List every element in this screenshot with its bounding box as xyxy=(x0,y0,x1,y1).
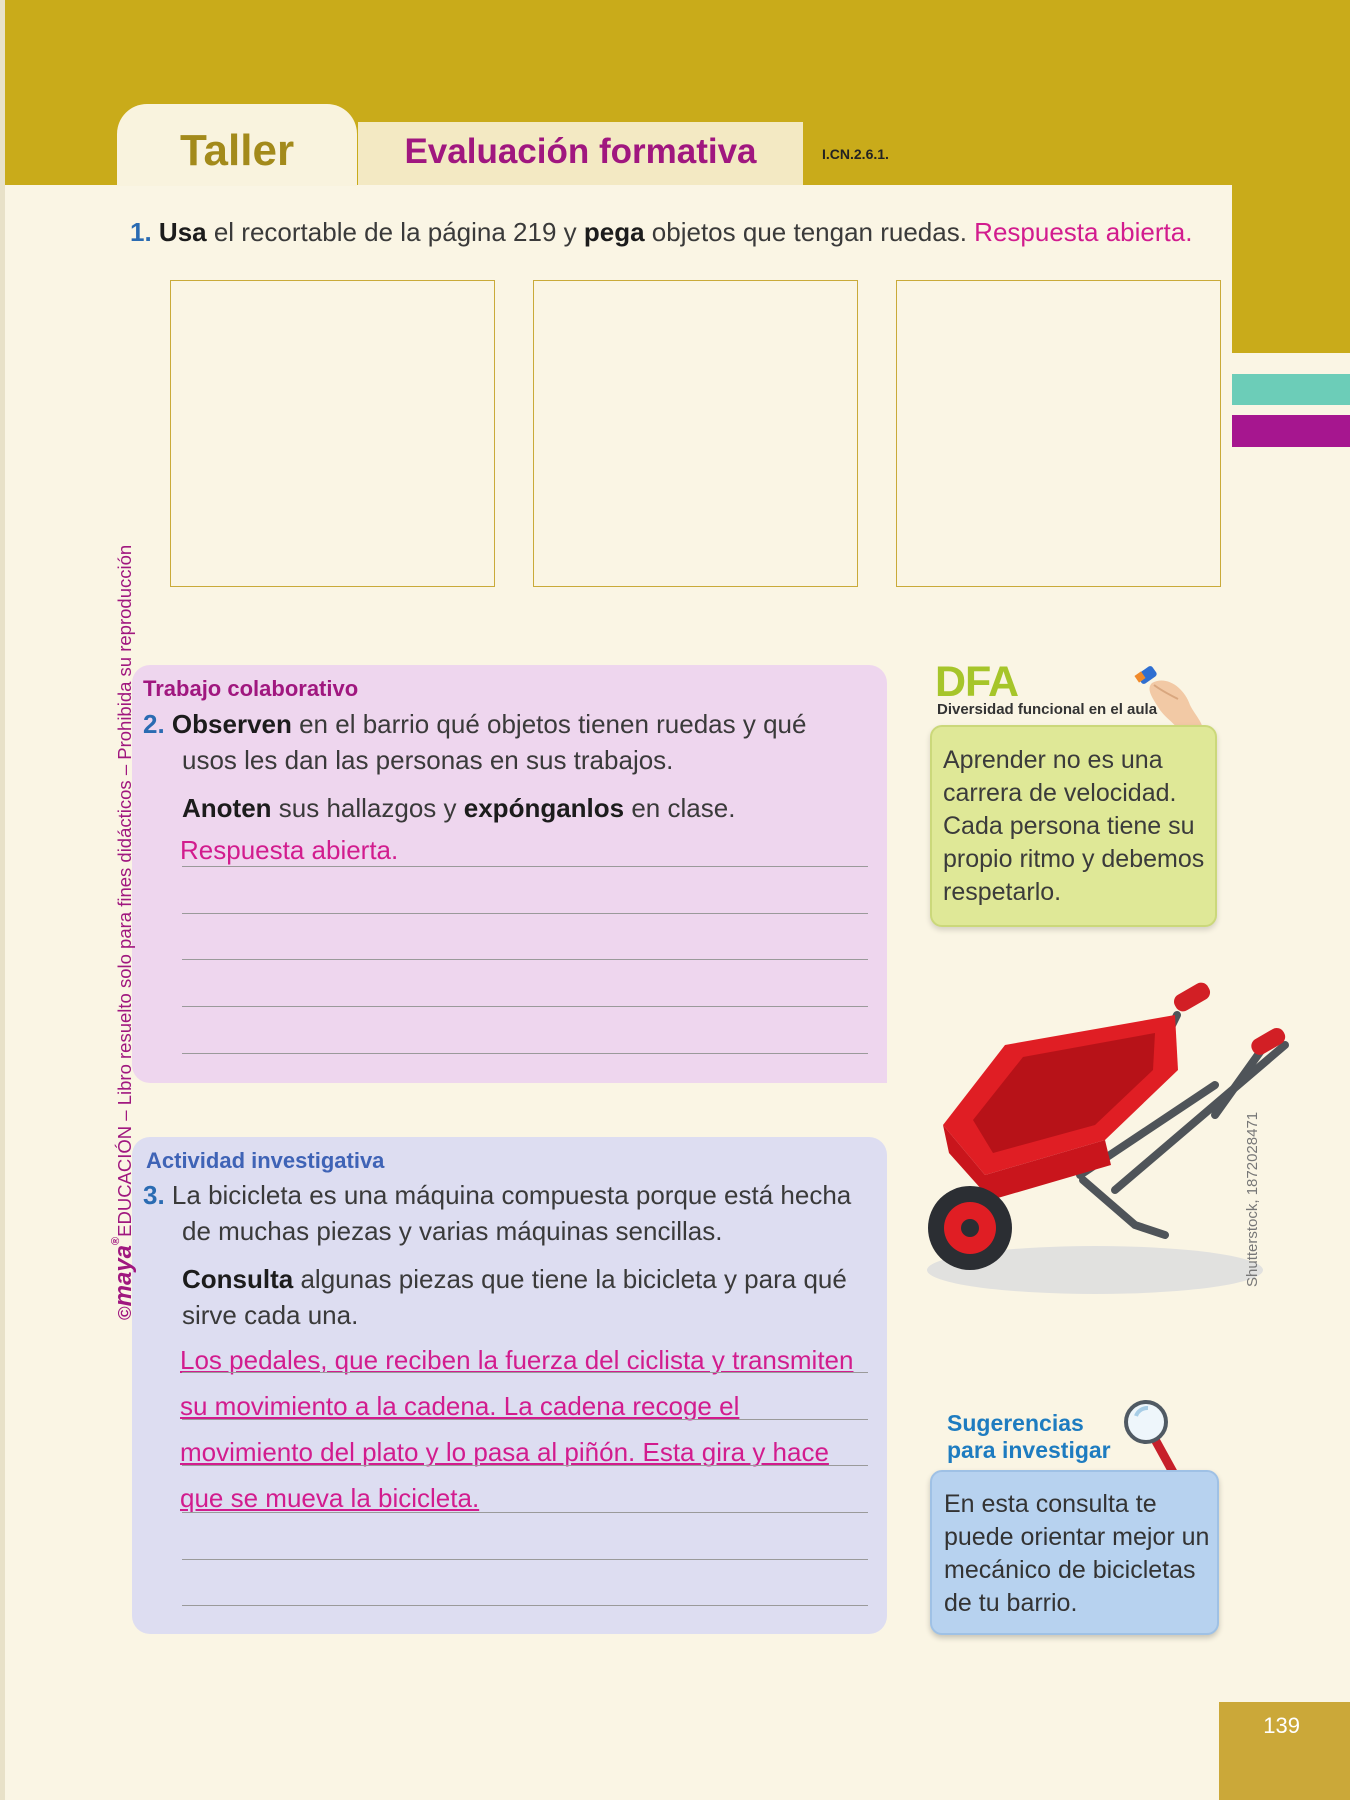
question-2-instruction-end: en clase. xyxy=(624,793,736,823)
copyright-text: EDUCACIÓN – Libro resuelto solo para fines didácticos – Prohibida su reproducción xyxy=(114,544,135,1237)
question-2-line-2: usos les dan las personas en sus trabajos. xyxy=(182,745,674,775)
answer-line[interactable] xyxy=(182,1053,868,1054)
answer-line[interactable] xyxy=(182,1559,868,1560)
magnifying-glass-icon xyxy=(1122,1398,1192,1478)
answer-line[interactable] xyxy=(182,959,868,960)
question-1-verb-pega: pega xyxy=(583,217,645,247)
answer-line[interactable] xyxy=(182,1006,868,1007)
question-2 xyxy=(143,706,806,742)
question-3-line-1: La bicicleta es una máquina compuesta porque está hecha xyxy=(171,1180,852,1210)
question-2-answer: Respuesta abierta. xyxy=(180,835,399,865)
wheelbarrow-illustration xyxy=(915,975,1295,1295)
answer-line[interactable] xyxy=(182,1372,868,1373)
answer-line[interactable] xyxy=(182,1512,868,1513)
question-1-verb-usa: Usa xyxy=(158,217,207,247)
right-gold-band xyxy=(1232,185,1350,353)
question-2-instruction xyxy=(182,790,735,826)
maya-logo: maya xyxy=(110,1244,137,1307)
dfa-title: DFA xyxy=(935,658,1018,706)
question-2-verb-anoten: Anoten xyxy=(182,793,272,823)
indicator-code: I.CN.2.6.1. xyxy=(822,146,889,162)
page-number: 139 xyxy=(1263,1713,1300,1738)
collaborative-work-heading: Trabajo colaborativo xyxy=(143,676,359,701)
question-3-instruction-line-2: sirve cada una. xyxy=(182,1300,359,1330)
question-2-verb-observen: Observen xyxy=(171,709,292,739)
question-3-instruction-text: algunas piezas que tiene la bicicleta y para qué xyxy=(293,1264,847,1294)
answer-line[interactable] xyxy=(182,1419,868,1420)
question-3 xyxy=(143,1177,851,1213)
side-copyright xyxy=(110,545,138,1320)
answer-line[interactable] xyxy=(182,913,868,914)
teal-marker xyxy=(1232,374,1350,405)
dfa-subtitle: Diversidad funcional en el aula xyxy=(937,701,1158,718)
question-1-text-2: objetos que tengan ruedas. xyxy=(644,217,967,247)
dfa-note-text: Aprender no es una carrera de velocidad. Cada persona tiene su propio ritmo y debemos respetarlo. xyxy=(943,746,1205,906)
question-1-text: el recortable de la página 219 y xyxy=(206,217,584,247)
suggestions-heading xyxy=(947,1410,1111,1464)
question-2-line-1: en el barrio qué objetos tienen ruedas y qué xyxy=(291,709,807,739)
answer-line[interactable] xyxy=(182,866,868,867)
paste-box-2[interactable] xyxy=(533,280,858,587)
question-3-number: 3. xyxy=(143,1180,165,1210)
question-3-line-2: de muchas piezas y varias máquinas sencillas. xyxy=(182,1216,723,1246)
suggestions-heading-line-2: para investigar xyxy=(947,1437,1111,1463)
registered-mark: ® xyxy=(110,1236,122,1245)
question-3-answer-line-3: movimiento del plato y lo pasa al piñón. Esta gira y hace xyxy=(180,1437,829,1467)
question-2-number: 2. xyxy=(143,709,165,739)
paste-box-1[interactable] xyxy=(170,280,495,587)
suggestions-heading-line-1: Sugerencias xyxy=(947,1410,1084,1436)
question-3-answer-line-1: Los pedales, que reciben la fuerza del ciclista y transmiten xyxy=(180,1345,854,1375)
copyright-symbol: © xyxy=(114,1306,135,1320)
question-3-verb-consulta: Consulta xyxy=(182,1264,294,1294)
suggestions-note-text: En esta consulta te puede orientar mejor un mecánico de bicicletas de tu barrio. xyxy=(944,1490,1210,1617)
question-3-answer-line-4: que se mueva la bicicleta. xyxy=(180,1483,480,1513)
taller-tab-label: Taller xyxy=(179,126,295,175)
question-2-instruction-text: sus hallazgos y xyxy=(271,793,464,823)
question-3-instruction xyxy=(182,1261,847,1297)
question-1-answer: Respuesta abierta. xyxy=(974,217,1193,247)
answer-line[interactable] xyxy=(182,1605,868,1606)
paste-box-3[interactable] xyxy=(896,280,1221,587)
question-1-number: 1. xyxy=(130,217,152,247)
question-3-answer-line-2: su movimiento a la cadena. La cadena recoge el xyxy=(180,1391,740,1421)
answer-line[interactable] xyxy=(182,1465,868,1466)
research-activity-heading: Actividad investigativa xyxy=(146,1148,385,1173)
left-edge-strip xyxy=(0,0,5,1800)
question-1 xyxy=(130,214,1192,250)
magenta-marker xyxy=(1232,415,1350,447)
question-2-verb-exponganlos: expónganlos xyxy=(463,793,625,823)
section-title: Evaluación formativa xyxy=(404,132,757,171)
image-credit: Shutterstock, 1872028471 xyxy=(1244,1111,1261,1287)
